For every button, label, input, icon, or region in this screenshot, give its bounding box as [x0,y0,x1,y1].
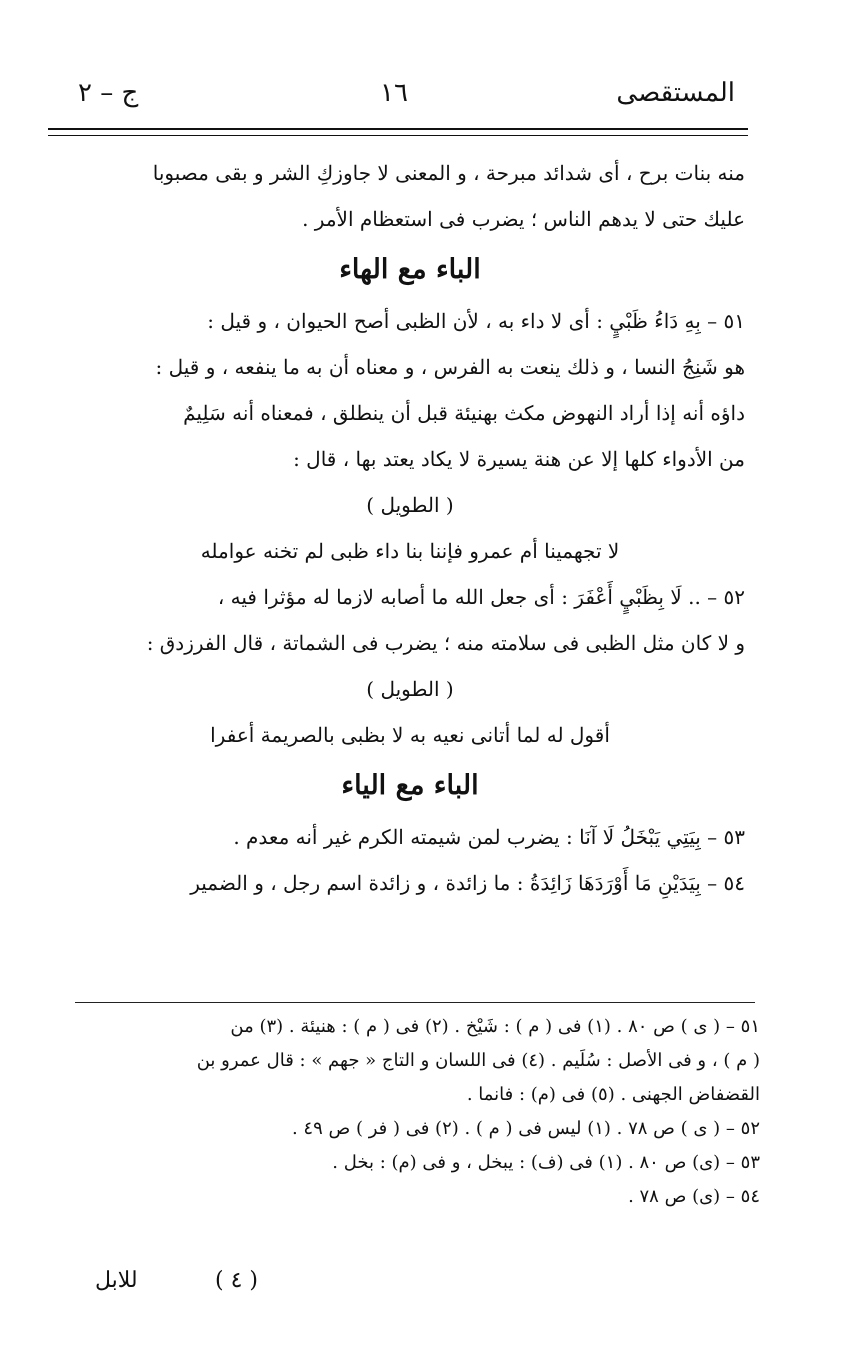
footnote-line: القضفاض الجهنى . (٥) فى (م) : فانما . [466,1084,760,1105]
entry-53: ٥٣ – بِيَتِي يَبْخَلُ لَا آنَا : يضرب لمن شيمته الكرم غير أنه معدم . [233,825,745,849]
text-line: منه بنات برح ، أى شدائد مبرحة ، و المعنى لا جاوزكِ الشر و بقى مصبوبا [152,161,745,185]
footnote-line: ٥٣ – (ى) ص ٨٠ . (١) فى (ف) : يبخل ، و فى (م) : بخل . [332,1152,760,1173]
entry-52-line: و لا كان مثل الظبى فى سلامته منه ؛ يضرب فى الشماتة ، قال الفرزدق : [146,631,745,655]
running-title: المستقصى [616,78,735,108]
footnote-line: ٥٤ – (ى) ص ٧٨ . [628,1186,760,1207]
entry-51-line: هو شَنِجُ النسا ، و ذلك ينعت به الفرس ، و معناه أن به ما ينفعه ، و قيل : [155,355,745,379]
section-heading-ba-ya: الباء مع الياء [341,770,479,801]
catchword: للابل [95,1268,138,1293]
footnote-line: ( م ) ، و فى الأصل : سُلَيم . (٤) فى اللسان و التاج « جهم » : قال عمرو بن [196,1050,760,1071]
footnote-line: ٥٢ – ( ى ) ص ٧٨ . (١) ليس فى ( م ) . (٢) فى ( فر ) ص ٤٩ . [291,1118,760,1139]
signature-number: ( ٤ ) [215,1268,258,1293]
header-rule-thick [48,128,748,130]
volume-label: ج – ٢ [78,78,139,108]
meter-label: ( الطويل ) [366,493,454,517]
section-heading-ba-ha: الباء مع الهاء [339,254,481,285]
entry-54: ٥٤ – بِيَدَيْنِ مَا أَوْرَدَهَا زَائِدَةُ : ما زائدة ، و زائدة اسم رجل ، و الضمير [190,871,745,895]
header-rule-thin [48,135,748,136]
text-line: عليك حتى لا يدهم الناس ؛ يضرب فى استعظام الأمر . [302,207,745,231]
page-number: ١٦ [380,78,408,108]
footnote-rule [75,1002,755,1003]
entry-51-line: داؤه أنه إذا أراد النهوض مكث بهنيئة قبل أن ينطلق ، فمعناه أنه سَلِيمٌ [183,401,745,425]
entry-51-line: من الأدواء كلها إلا عن هنة يسيرة لا يكاد يعتد بها ، قال : [293,447,745,471]
entry-52-line: ٥٢ – .. لَا بِظَبْيٍ أَعْفَرَ : أى جعل الله ما أصابه لازما له مؤثرا فيه ، [217,585,745,609]
main-text [75,150,745,906]
entry-51-line: ٥١ – بِهِ دَاءُ ظَبْيٍ : أى لا داء به ، لأن الظبى أصح الحيوان ، و قيل : [207,309,745,333]
footnotes [70,1010,760,1214]
footnote-line: ٥١ – ( ى ) ص ٨٠ . (١) فى ( م ) : شَيْخ . (٢) فى ( م ) : هنيئة . (٣) من [230,1016,760,1037]
meter-label: ( الطويل ) [366,677,454,701]
poem-verse: أقول له لما أتانى نعيه به لا بظبى بالصريمة أعفرا [210,723,610,747]
poem-verse: لا تجهمينا أم عمرو فإننا بنا داء ظبى لم تخنه عوامله [200,539,620,563]
